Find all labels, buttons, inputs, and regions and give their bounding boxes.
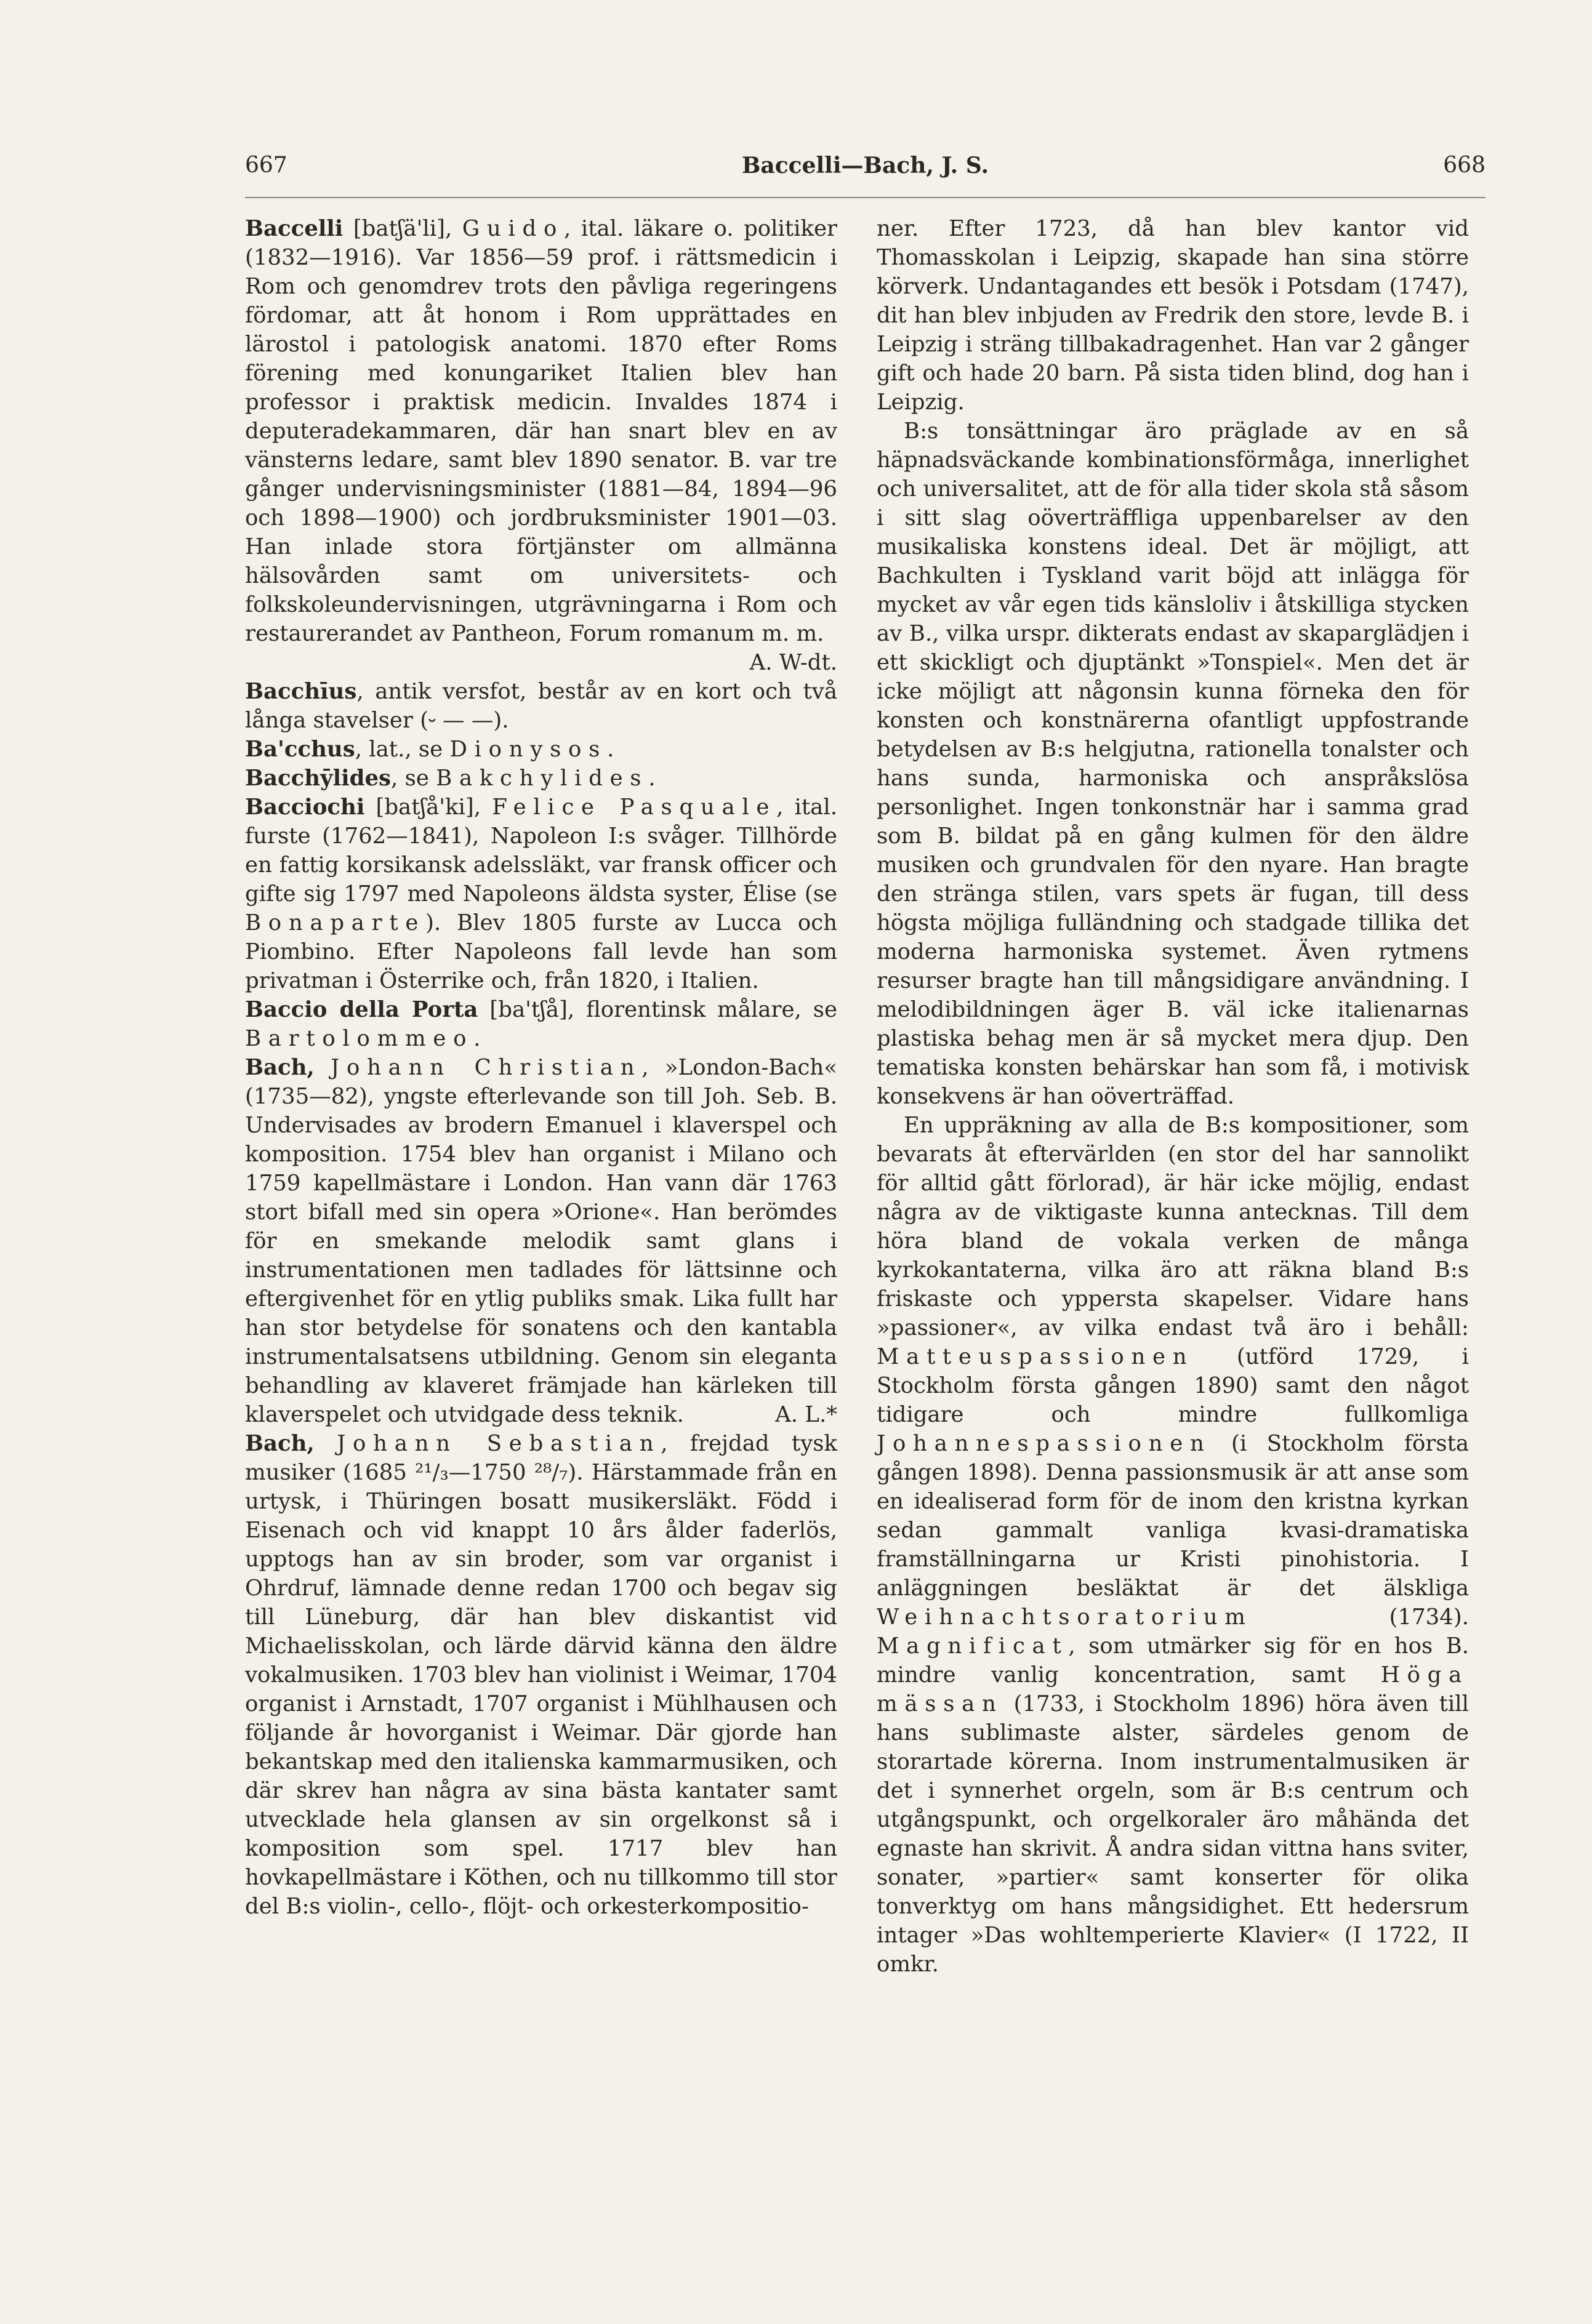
entry-text: , frejdad tysk musiker (1685 ²¹/₃—1750 ²⁸/₇). Härstammade från en urtysk, i Thüringen bosatt musikersläkt. Född i Eisenach och vid knappt 10 års ålder faderlös, upptogs han av sin broder, som var organist i Ohrdruf, lämnade denne redan 1700 och begav sig till Lüneburg, där han blev diskantist vid Michaelisskolan, och lärde därvid känna den äldre vokalmusiken. 1703 blev han violinist i Weimar, 1704 organist i Arnstadt, 1707 organist i Mühlhausen och följande år hovorganist i Weimar. Där gjorde han bekantskap med den italienska kammarmusiken, och där skrev han några av sina bästa kantater samt utvecklade hela glansen av sin orgelkonst så i komposition som spel. 1717 blev han hovkapellmästare i Köthen, och nu tillkommo till stor del B:s violin-, cello-, flöjt- och orkesterkompositio- [245,1431,837,1919]
left-column [245,214,837,1921]
entry-text: , se [391,766,436,791]
entry-baccelli [245,214,837,677]
entry-text: . [607,737,614,762]
entry-text: , »London-Bach« (1735—82), yngste efterlevande son till Joh. Seb. B. Undervisades av brodern Emanuel i klaverspel och komposition. 1754 blev han organist i Milano och 1759 kapellmästare i London. Han vann där 1763 stort bifall med sin opera »Orione«. Han berömdes för en smekande melodik samt glans i instrumentationen men tadlades för lättsinne och eftergivenhet för en ytlig publiks smak. Lika fullt har han stor betydelse för sonatens och den kantabla instrumentalsatsens utbildning. Genom sin eleganta behandling av klaveret främjade han kärleken till klaverspelet och utvidgade dess teknik. [245,1055,837,1427]
entry-bacciochi [245,793,837,995]
work-title: Höga mässan [877,1662,1469,1717]
right-column [877,214,1469,1979]
headword: Bacchīus [245,679,357,704]
cross-reference: Bakchylides [436,766,649,791]
work-title: Matteuspassionen [877,1344,1194,1369]
paragraph-continued: ner. Efter 1723, då han blev kantor vid Thomasskolan i Leipzig, skapade han sina större körverk. Undantagandes ett besök i Potsdam (1747), dit han blev inbjuden av Fredrik den store, levde B. i Leipzig i sträng tillbakadragenhet. Han var 2 gånger gift och hade 20 barn. På sista tiden blind, dog han i Leipzig. [877,216,1469,415]
entry-text: , ital. läkare o. politiker (1832—1916). Var 1856—59 prof. i rättsmedicin i Rom och genomdrev trots den påvliga regeringens fördomar, att åt honom i Rom upprättades en lärostol i patologisk anatomi. 1870 efter Roms förening med konungariket Italien blev han professor i praktisk medicin. Invaldes 1874 i deputeradekammaren, där han snart blev en av vänsterns ledare, samt blev 1890 senator. B. var tre gånger undervisningsminister (1881—84, 1894—96 och 1898—1900) och jordbruksminister 1901—03. Han inlade stora förtjänster om allmänna hälsovården samt om universitets- och folkskoleundervisningen, utgrävningarna i Rom och restaurerandet av Pantheon, Forum romanum m. m. [245,216,837,646]
entry-text: [batʃä'li], [343,216,462,241]
page-header [245,153,1485,190]
running-title: Baccelli—Bach, J. S. [742,153,989,178]
headword: Baccio della Porta [245,997,478,1022]
person-name: Johann Christian [331,1055,642,1080]
headword: Bach, [245,1431,315,1456]
entry-text: (utförd 1729, i Stockholm första gången 1890) samt den något tidigare och mindre fullkomliga [877,1344,1469,1427]
author-signature: A. W-dt. [749,650,837,675]
headword: Bacciochi [245,795,365,820]
paragraph: B:s tonsättningar äro präglade av en så häpnadsväckande kombinationsförmåga, innerlighet och universalitet, att de för alla tider skola stå såsom i sitt slag oöverträffliga uppenbarelser av den musikaliska konstens ideal. Det är möjligt, att Bachkulten i Tyskland varit böjd att inlägga för mycket av vår egen tids känsloliv i åtskilliga stycken av B., vilka urspr. dikterats endast av skaparglädjen i ett skickligt och djuptänkt »Tonspiel«. Men det är icke möjligt att någonsin kunna förneka den för konsten och konstnärerna ofantligt uppfostrande betydelsen av B:s helgjutna, rationella tonalster och hans sunda, harmoniska och anspråkslösa personlighet. Ingen tonkonstnär har i samma grad som B. bildat på en gång kulmen för den äldre musiken och grundvalen för den nyare. Han bragte den stränga stilen, vars spets är fugan, till dess högsta möjliga fulländning och stadgade tillika det moderna harmoniska systemet. Även rytmens resurser bragte han till mångsidigare användning. I melodibildningen äger B. väl icke italienarnas plastiska behag men är så mycket mera djup. Den tematiska konsten behärskar han som få, i motivisk konsekvens är han oöverträffad. [877,419,1469,1109]
cross-reference: Bartolommeo [245,1026,474,1051]
entry-text: (1734). [1252,1605,1469,1630]
entry-text: [ba'tʃå], florentinsk målare, se [478,997,837,1022]
entry-text: (1733, i Stockholm 1896) höra även till hans sublimaste alster, särdeles genom de storartade körerna. Inom instrumentalmusiken är det i synnerhet orgeln, som är B:s centrum och utgångspunkt, och orgelkoraler äro måhända det egnaste han skrivit. Å andra sidan vittna hans sviter, sonater, »partier« samt konserter för olika tonverktyg om hans mångsidighet. Ett hedersrum intager »Das wohltemperierte Klavier« (I 1722, II omkr. [877,1691,1469,1977]
page-number-right: 668 [1443,153,1485,178]
headword: Baccelli [245,216,344,241]
entry-text: ). Blev 1805 furste av Lucca och Piombino. Efter Napoleons fall levde han som privatman i Österrike och, från 1820, i Italien. [245,910,837,993]
entry-text: , som utmärker sig för en hos B. mindre vanlig koncentration, samt [877,1633,1469,1688]
entry-bacchylides [245,764,837,793]
headword: Ba'cchus [245,737,355,762]
paragraph-works [877,1111,1469,1979]
work-title: Weihnachtsoratorium [877,1605,1253,1630]
entry-bach-johann-christian [245,1053,837,1429]
person-name: Johann Sebastian [337,1431,661,1456]
entry-bacchius [245,677,837,735]
cross-reference: Dionysos [449,737,608,762]
person-name: Guido [462,216,565,241]
person-name: Felice Pasquale [492,795,777,820]
entry-text: En uppräkning av alla de B:s kompositioner, som bevarats åt eftervärlden (en stor del har sannolikt för alltid gått förlorad), är här icke möjlig, endast några av de viktigaste kunna antecknas. Till dem höra bland de vokala verken de många kyrkokantaterna, vilka äro att räkna bland B:s friskaste och yppersta skapelser. Vidare hans »passioner«, av vilka endast två äro i behåll: [877,1113,1469,1340]
entry-text: , antik versfot, består av en kort och två långa stavelser (⏑ — —). [245,679,837,733]
entry-text: . [473,1026,481,1051]
entry-bacchus [245,735,837,764]
entry-text: (i Stockholm första gången 1898). Denna passionsmusik är att anse som en idealiserad form för de inom den kristna kyrkan sedan gammalt vanliga kvasi-dramatiska framställningarna ur Kristi pinohistoria. I anläggningen besläktat är det älskliga [877,1431,1469,1601]
header-rule [245,197,1485,198]
work-title: Johannespassionen [877,1431,1212,1456]
entry-baccio-della-porta [245,995,837,1053]
page-number-left: 667 [245,153,287,178]
entry-text: . [648,766,656,791]
entry-text: [batʃå'ki], [364,795,492,820]
entry-text: , lat., se [355,737,450,762]
author-signature: A. L.* [775,1402,837,1427]
headword: Bach, [245,1055,315,1080]
work-title: Magnificat [877,1633,1069,1659]
headword: Bacchȳlides [245,766,392,791]
entry-bach-johann-sebastian [245,1429,837,1921]
cross-reference: Bonaparte [245,910,426,936]
entry-text: , ital. furste (1762—1841), Napoleon I:s svåger. Tillhörde en fattig korsikansk adelssläkt, var fransk officer och gifte sig 1797 med Napoleons äldsta syster, Élise (se [245,795,837,907]
